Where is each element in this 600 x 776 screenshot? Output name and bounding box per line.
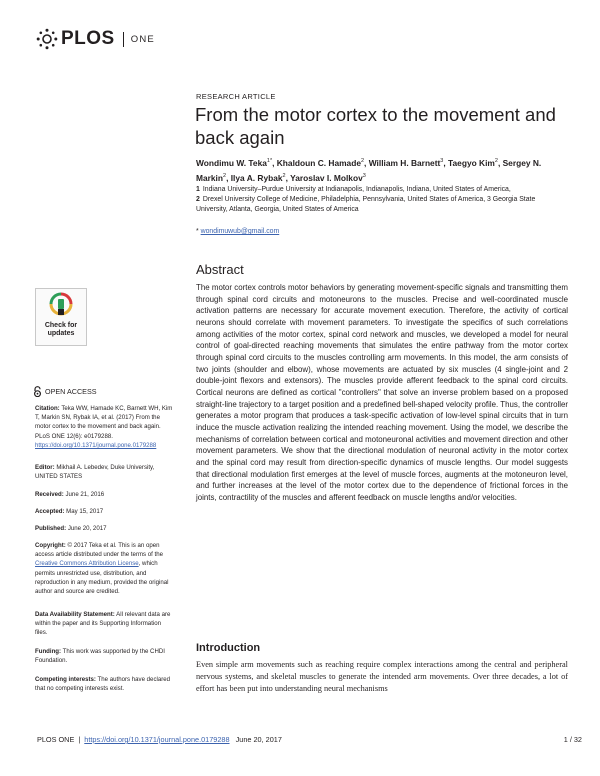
published-label: Published:	[35, 525, 67, 532]
copyright-block	[35, 541, 175, 596]
funding-text: This work was supported by the CHDI Foundation.	[35, 648, 165, 665]
author-name[interactable]: Wondimu W. Teka	[196, 157, 267, 168]
data-availability-text: All relevant data are within the paper and its Supporting Information files.	[35, 611, 171, 637]
competing-interests-block	[35, 675, 175, 693]
journal-name: ONE	[130, 33, 155, 45]
author-name[interactable]: Yaroslav I. Molkov	[290, 172, 363, 183]
data-availability-block	[35, 610, 175, 638]
author-affil-sup: 2	[360, 158, 365, 164]
page-number: 1 / 32	[563, 735, 582, 744]
abstract-body: The motor cortex controls motor behaviors by generating movement-specific signals and transmitting them through spinal cord circuits and motoneurons to the muscles. Precise and well-coordinated muscle activation patterns are necessary for accurate movement execution. Therefore, the activity of cortical neurons should correlate with movement parameters. To investigate the specifics of such correlations among activities of the motor cortex, spinal cord network and muscles, we developed a model for neural control of goal-directed reaching movements that simulates the entire pathway from the motor cortex through spinal cord circuits to the muscles controlling arm movements. In this model, the arm consists of two joints (shoulder and elbow), whose movements are actuated by six muscles (4 single-joint and 2 double-joint flexors and extensors). The muscles provide afferent feedback to the spinal cord circuits. Cortical neurons are defined as cortical "controllers" that solve an inverse problem based on a proposed straight-line trajectory to a target position and a predefined bell-shaped velocity profile. Thus, the controller generates a motor program that produces a task-specific activation of low-level spinal circuits that in turn induce the muscle activation realizing the intended reaching movement. Using the model, we describe the mechanisms of correlation between cortical and motoneuronal activities and movement direction and other movement parameters. We show that the directional modulation of neuronal activity in the motor cortex and the spinal cord may result from direction-specific dynamics of muscle lengths. Our model suggests that directional modulation first emerges at the level of muscle forces, augments at the motoneuron level, and further increases at the level of the motor cortex due to the dependence of frictional forces in the joints, contractility of the muscles and afferent feedback on muscle lengths and/or velocities.	[196, 283, 568, 502]
funding-label: Funding:	[35, 648, 62, 655]
author-name[interactable]: William H. Barnett	[368, 157, 441, 168]
editor-block	[35, 463, 175, 481]
citation-doi-link[interactable]: https://doi.org/10.1371/journal.pone.0179288	[35, 441, 157, 449]
footer-left	[37, 735, 282, 744]
plos-logo-icon	[36, 28, 58, 50]
abstract-heading: Abstract	[196, 262, 244, 277]
accepted-date: May 15, 2017	[66, 508, 104, 515]
affiliation-text: Drexel University College of Medicine, Philadelphia, Pennsylvania, United States of America, 3 Georgia State University, Atlanta, Georgia, United States of America	[196, 196, 536, 213]
footer-separator: |	[78, 735, 81, 744]
check-for-updates-badge[interactable]	[35, 288, 87, 346]
data-availability-label: Data Availability Statement:	[35, 611, 115, 618]
funding-block	[35, 647, 175, 665]
check-for-updates-icon	[49, 292, 73, 320]
author-affil-sup: 2	[494, 158, 498, 164]
footer-date: June 20, 2017	[235, 735, 282, 744]
accepted-label: Accepted:	[35, 508, 65, 515]
copyright-text: © 2017 Teka et al. This is an open access article distributed under the terms of the	[35, 542, 164, 559]
article-type: RESEARCH ARTICLE	[196, 92, 276, 101]
affiliations	[196, 185, 568, 215]
journal-logo	[36, 26, 155, 52]
open-access-text: OPEN ACCESS	[45, 387, 97, 396]
author-affil-sup: 2	[223, 172, 227, 179]
affiliation-text: Indiana University–Purdue University at Indianapolis, Indianapolis, Indiana, United States of America,	[202, 186, 511, 193]
open-access-label	[33, 386, 97, 397]
copyright-label: Copyright:	[35, 542, 66, 549]
author-affil-sup: 1	[266, 158, 270, 164]
brand-name: PLOS	[61, 28, 115, 49]
affiliation-number: 1	[196, 186, 200, 193]
affiliation-item	[196, 195, 568, 215]
check-for-updates-label: Check for updates	[44, 322, 78, 337]
corresponding-email	[196, 228, 279, 235]
received-block	[35, 490, 175, 499]
article-title: From the motor cortex to the movement and back again	[195, 104, 556, 148]
email-link[interactable]: wondimuwub@gmail.com	[200, 228, 280, 235]
author-affil-sup: 3	[362, 172, 366, 179]
license-link[interactable]: Creative Commons Attribution License	[35, 560, 139, 568]
received-label: Received:	[35, 491, 64, 498]
introduction-body: Even simple arm movements such as reaching require complex interactions among the central and peripheral nervous systems, and skeletal muscles to generate the intended arm movements. Over three decades, a lot of effort has been put into understanding neural mechanisms	[196, 660, 568, 693]
published-date: June 20, 2017	[67, 525, 107, 532]
corresponding-mark: *	[269, 158, 273, 164]
author-name[interactable]: Khaldoun C. Hamade	[276, 157, 361, 168]
accepted-block	[35, 507, 175, 516]
copyright-text-after: , which permits unrestricted use, distribution, and reproduction in any medium, provided the original author and source are credited.	[35, 560, 169, 596]
received-date: June 21, 2016	[65, 491, 105, 498]
footer-journal: PLOS ONE	[37, 735, 75, 744]
email-mark: *	[196, 228, 199, 235]
footer-doi-link[interactable]: https://doi.org/10.1371/journal.pone.0179288	[84, 735, 230, 744]
competing-interests-label: Competing interests:	[35, 676, 96, 683]
author-name[interactable]: Taegyo Kim	[448, 157, 495, 168]
logo-divider	[123, 32, 124, 47]
author-affil-sup: 3	[440, 158, 444, 164]
affiliation-number: 2	[196, 196, 200, 203]
citation-block	[35, 404, 175, 450]
editor-text: Mikhail A. Lebedev, Duke University, UNITED STATES	[35, 464, 155, 481]
published-block	[35, 524, 175, 533]
citation-text: Teka WW, Hamade KC, Barnett WH, Kim T, Markin SN, Rybak IA, et al. (2017) From the motor cortex to the movement and back again. PLoS ONE 12(6): e0179288.	[35, 405, 173, 440]
author-list: Wondimu W. Teka$^{1*}$, Khaldoun C. Hamade$^2$, William H. Barnett$^3$, Taegyo Kim$^2$, Sergey N. Markin$^2$, Ilya A. Rybak$^2$, Yaroslav I. Molkov$^3$	[196, 157, 542, 183]
open-lock-icon	[33, 386, 42, 397]
introduction-heading: Introduction	[196, 642, 261, 654]
competing-interests-text: The authors have declared that no competing interests exist.	[35, 676, 171, 693]
author-affil-sup: 2	[282, 172, 286, 179]
editor-label: Editor:	[35, 464, 55, 471]
affiliation-item	[196, 185, 568, 195]
citation-label: Citation:	[35, 405, 60, 412]
author-name[interactable]: Sergey N. Markin	[196, 157, 542, 183]
author-name[interactable]: Ilya A. Rybak	[230, 172, 283, 183]
